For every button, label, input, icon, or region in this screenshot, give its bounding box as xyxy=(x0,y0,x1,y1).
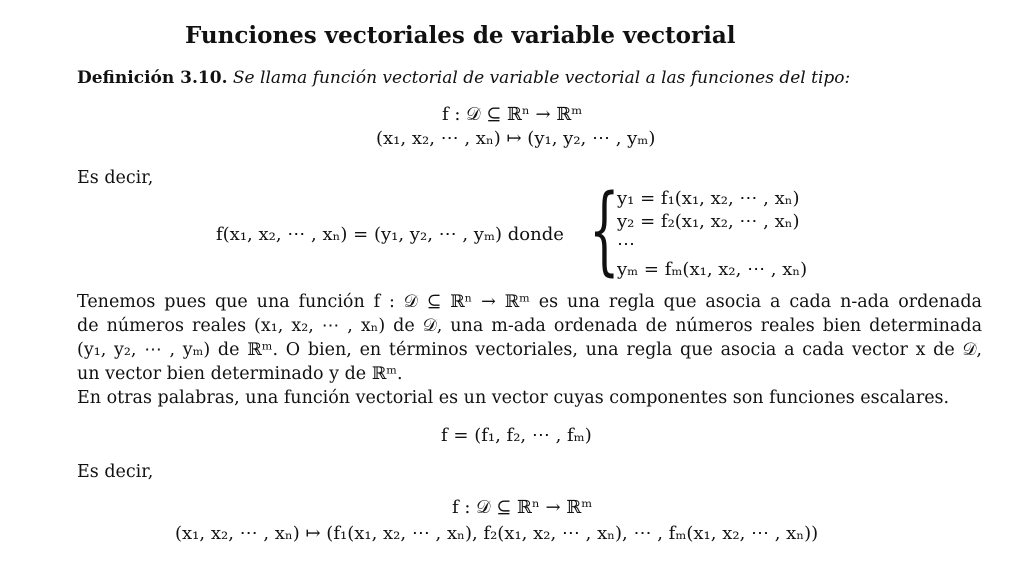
definition xyxy=(77,68,850,88)
display3-mapping: f : 𝒟 ⊆ ℝⁿ → ℝᵐ xyxy=(452,497,593,518)
display1-mapping: f : 𝒟 ⊆ ℝⁿ → ℝᵐ xyxy=(442,104,583,125)
system-eq4: yₘ = fₘ(x₁, x₂, ⋯ , xₙ) xyxy=(617,259,808,280)
paragraph-line-5: En otras palabras, una función vectorial es un vector cuyas componentes son funciones escalares. xyxy=(77,388,950,408)
system-eq3: ⋯ xyxy=(617,234,635,255)
paragraph xyxy=(77,290,982,410)
system-eq2: y₂ = f₂(x₁, x₂, ⋯ , xₙ) xyxy=(617,211,800,232)
es-decir-2: Es decir, xyxy=(77,462,154,482)
paragraph-line-4: un vector bien determinado y de ℝᵐ. xyxy=(77,364,403,384)
left-brace: { xyxy=(589,174,620,286)
paragraph-line-3: (y₁, y₂, ⋯ , yₘ) de ℝᵐ. O bien, en términos vectoriales, una regla que asocia a cada vector x de 𝒟, xyxy=(77,340,982,360)
es-decir-1: Es decir, xyxy=(77,168,154,188)
section-title: Funciones vectoriales de variable vectorial xyxy=(185,22,736,49)
display1-rule: (x₁, x₂, ⋯ , xₙ) ↦ (y₁, y₂, ⋯ , yₘ) xyxy=(376,128,656,149)
definition-label: Definición 3.10. xyxy=(77,68,228,88)
display2-formula: f = (f₁, f₂, ⋯ , fₘ) xyxy=(441,425,592,446)
paragraph-line-2: de números reales (x₁, x₂, ⋯ , xₙ) de 𝒟, una m-ada ordenada de números reales bien determinada xyxy=(77,316,982,336)
system-lhs: f(x₁, x₂, ⋯ , xₙ) = (y₁, y₂, ⋯ , yₘ) donde xyxy=(216,224,564,245)
system-eq1: y₁ = f₁(x₁, x₂, ⋯ , xₙ) xyxy=(617,188,800,209)
paragraph-line-1: Tenemos pues que una función f : 𝒟 ⊆ ℝⁿ → ℝᵐ es una regla que asocia a cada n-ada ordenada xyxy=(77,292,982,312)
display3-rule: (x₁, x₂, ⋯ , xₙ) ↦ (f₁(x₁, x₂, ⋯ , xₙ), f₂(x₁, x₂, ⋯ , xₙ), ⋯ , fₘ(x₁, x₂, ⋯ , xₙ)) xyxy=(175,523,819,544)
definition-text: Se llama función vectorial de variable vectorial a las funciones del tipo: xyxy=(232,68,851,88)
